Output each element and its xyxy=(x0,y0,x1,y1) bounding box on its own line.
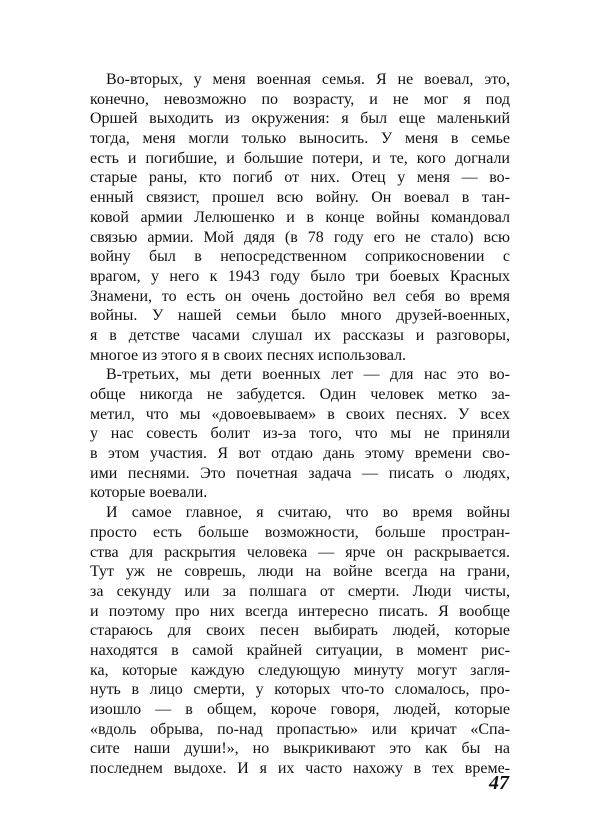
text-line: ства для раскрытия человека — ярче он раскрывается. xyxy=(90,543,510,561)
text-line: просто есть больше возможности, больше простран- xyxy=(90,523,510,541)
text-line: старые раны, кто погиб от них. Отец у меня — во- xyxy=(90,169,510,187)
text-line: Оршей выходить из окружения: я был еще маленький xyxy=(90,110,510,128)
text-line: тогда, меня могли только выносить. У меня в семье xyxy=(90,130,510,148)
text-line: врагом, у него к 1943 году было три боевых Красных xyxy=(90,267,510,285)
text-line: связью армии. Мой дядя (в 78 году его не стало) всю xyxy=(90,228,510,246)
text-line: ка, которые каждую следующую минуту могут загля- xyxy=(90,661,510,679)
text-line: и поэтому про них всегда интересно писать. Я вообще xyxy=(90,602,510,620)
page-number: 47 xyxy=(489,772,509,794)
text-line: многое из этого я в своих песнях использовал. xyxy=(90,346,407,364)
text-line: ими песнями. Это почетная задача — писать о людях, xyxy=(90,464,510,482)
text-line: я в детстве часами слушал их рассказы и разговоры, xyxy=(90,326,510,344)
text-line: обще никогда не забудется. Один человек метко за- xyxy=(90,386,510,403)
text-line: сите наши души!», но выкрикивают это как бы на xyxy=(90,740,510,758)
text-line: стараюсь для своих песен выбирать людей, которые xyxy=(90,622,510,640)
text-line: последнем выдохе. И я их часто нахожу в тех време- xyxy=(90,760,510,778)
text-line: войну был в непосредственном соприкосновении с xyxy=(90,248,510,266)
text-line: в этом участия. Я вот отдаю дань этому времени сво- xyxy=(90,445,510,463)
text-line: у нас совесть болит из-за того, что мы не приняли xyxy=(90,425,510,443)
text-line: изошло — в общем, короче говоря, людей, которые xyxy=(90,701,510,718)
text-line: енный связист, прошел всю войну. Он воевал в тан- xyxy=(90,189,510,207)
body-text xyxy=(90,70,510,779)
text-line: метил, что мы «довоевываем» в своих песнях. У всех xyxy=(90,405,510,423)
text-line: Тут уж не соврешь, люди на войне всегда на грани, xyxy=(90,563,510,581)
text-line: «вдоль обрыва, по-над пропастью» или кричат «Спа- xyxy=(90,720,510,738)
text-line: за секунду или за полшага от смерти. Люди чисты, xyxy=(90,582,510,600)
text-line: есть и погибшие, и большие потери, и те, кого догнали xyxy=(90,149,510,167)
text-line: И самое главное, я считаю, что во время войны xyxy=(106,504,510,522)
text-line: В-третьих, мы дети военных лет — для нас это во- xyxy=(106,366,510,384)
text-line: которые воевали. xyxy=(90,484,208,502)
text-line: Знамени, то есть он очень достойно вел себя во время xyxy=(90,287,510,305)
text-line: находятся в самой крайней ситуации, в момент рис- xyxy=(90,641,510,659)
text-line: конечно, невозможно по возрасту, и не мог я под xyxy=(90,90,510,108)
text-line: войны. У нашей семьи было много друзей-военных, xyxy=(90,307,510,325)
text-line: Во-вторых, у меня военная семья. Я не воевал, это, xyxy=(106,71,510,88)
text-line: ковой армии Лелюшенко и в конце войны командовал xyxy=(90,208,510,226)
text-line: нуть в лицо смерти, у которых что-то сломалось, про- xyxy=(90,681,510,699)
